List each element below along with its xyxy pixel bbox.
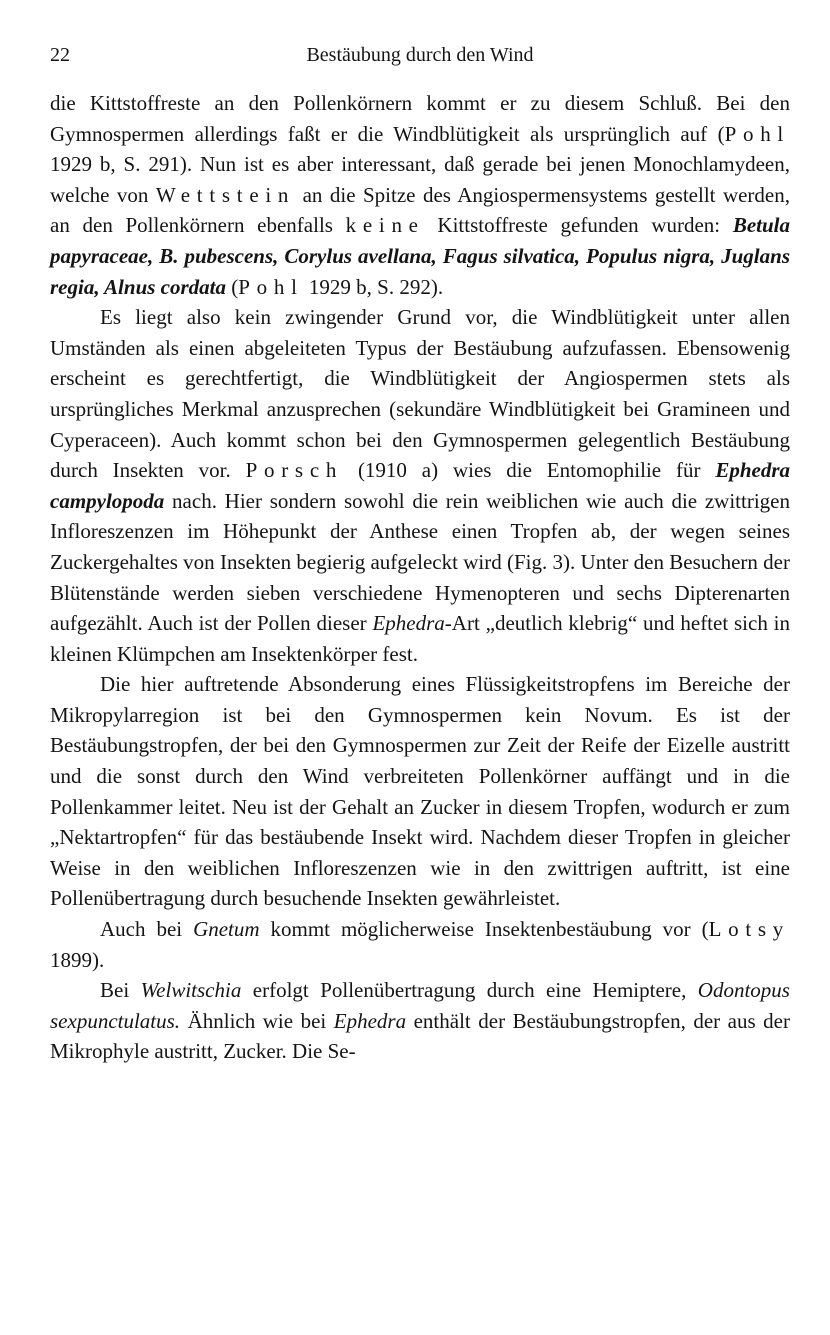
text-run: Art „deutlich klebrig“ und heftet sich in kleinen Klümpchen am Insektenkörper fest. [50,611,790,666]
spaced-author-name: Wettstein [155,182,296,207]
italic-term: Odontopus sexpunctulatus. [50,978,790,1033]
text-run: an die Spitze des Angiospermensystems gestellt werden, an den Pollenkörnern ebenfalls [50,182,790,238]
text-run: Die hier auftretende Absonderung eines Flüssigkeitstropfens im Bereiche der Mikropylarregion ist bei den Gymnospermen kein Novum. Es ist der Bestäubungstropfen, der bei den Gymnospermen zur Zeit der Reife der Eizelle austritt und die sonst durch den Wind verbreiteten Pollenkörner auffängt und in die Pollenkammer leitet. Neu ist der Gehalt an Zucker in diesem Tropfen, wodurch er zum „Nektartropfen“ für das bestäubende Insekt wird. Nachdem dieser Tropfen in gleicher Weise in den weiblichen Infloreszenzen wie in den zwittrigen auftritt, ist eine Pollenübertragung durch besuchende Insekten gewährleistet. [50,672,790,911]
text-run: (1910 a) wies die Entomophilie für [343,458,716,483]
italic-term: Welwitschia [140,978,242,1003]
text-run: Ähnlich wie bei [180,1008,334,1033]
text-run: die Kittstoffreste an den Pollenkörnern kommt er zu diesem Schluß. Bei den Gymnospermen allerdings faßt er die Windblütigkeit als ursprünglich auf ( [50,91,790,146]
paragraph [50,669,790,914]
text-run: 1929 b, S. 291). Nun ist es aber interessant, daß gerade bei jenen Monochlamydeen, welche von [50,152,790,207]
text-run: nach. Hier sondern sowohl die rein weiblichen wie auch die zwittrigen Infloreszenzen im Höhepunkt der Anthese einen Tropfen ab, der wegen seines Zuckergehaltes von Insekten begierig aufgeleckt wird (Fig. 3). Unter den Besuchern der Blütenstände werden sieben verschiedene Hymenopteren und sechs Dipterenarten aufgezählt. Auch ist der Pollen dieser [50,488,790,636]
text-run: erfolgt Pollenübertragung durch eine Hemiptere, [241,978,698,1003]
paragraph [50,914,790,975]
spaced-author-name: keine [345,213,425,238]
text-run: Kittstoffreste gefunden wurden: [424,213,733,238]
species-name: Ephedra campylopoda [50,458,790,513]
text-run: Es liegt also kein zwingender Grund vor, die Windblütigkeit unter allen Umständen als einen abgeleiteten Typus der Bestäubung aufzufassen. Ebensowenig erscheint es gerechtfertigt, die Windblütigkeit der Angiospermen stets als ursprüngliches Merkmal anzusprechen (sekundäre Windblütigkeit bei Gramineen und Cyperaceen). Auch kommt schon bei den Gymnospermen gelegentlich Bestäubung durch Insekten vor. [50,305,790,483]
text-run: enthält der Bestäubungstropfen, der aus der Mikrophyle austritt, Zucker. Die Se- [50,1008,790,1064]
text-run: 1899). [50,947,105,972]
book-page [50,40,790,1067]
text-run: ( [226,274,239,299]
italic-term: Gnetum [193,917,260,942]
page-number: 22 [50,44,70,66]
spaced-author-name: Pohl [724,121,790,146]
species-name: Betula papyraceae, B. pubescens, Corylus avellana, Fagus silvatica, Populus nigra, Juglans regia, Alnus cordata [50,213,790,299]
page-header [50,40,790,70]
spaced-author-name: Porsch [245,458,344,483]
paragraph [50,302,790,669]
text-run: Bei [100,978,141,1003]
text-run: kommt möglicherweise Insektenbestäubung vor ( [259,917,709,942]
spaced-author-name: Lotsy [708,917,790,942]
italic-term: Ephedra- [372,611,452,636]
running-title: Bestäubung durch den Wind [306,44,534,66]
text-run: 1929 b, S. 292). [303,274,444,299]
italic-term: Ephedra [333,1008,407,1033]
body-text [50,88,790,1067]
spaced-author-name: Pohl [238,274,304,299]
paragraph [50,975,790,1067]
paragraph [50,88,790,302]
text-run: Auch bei [100,917,194,942]
